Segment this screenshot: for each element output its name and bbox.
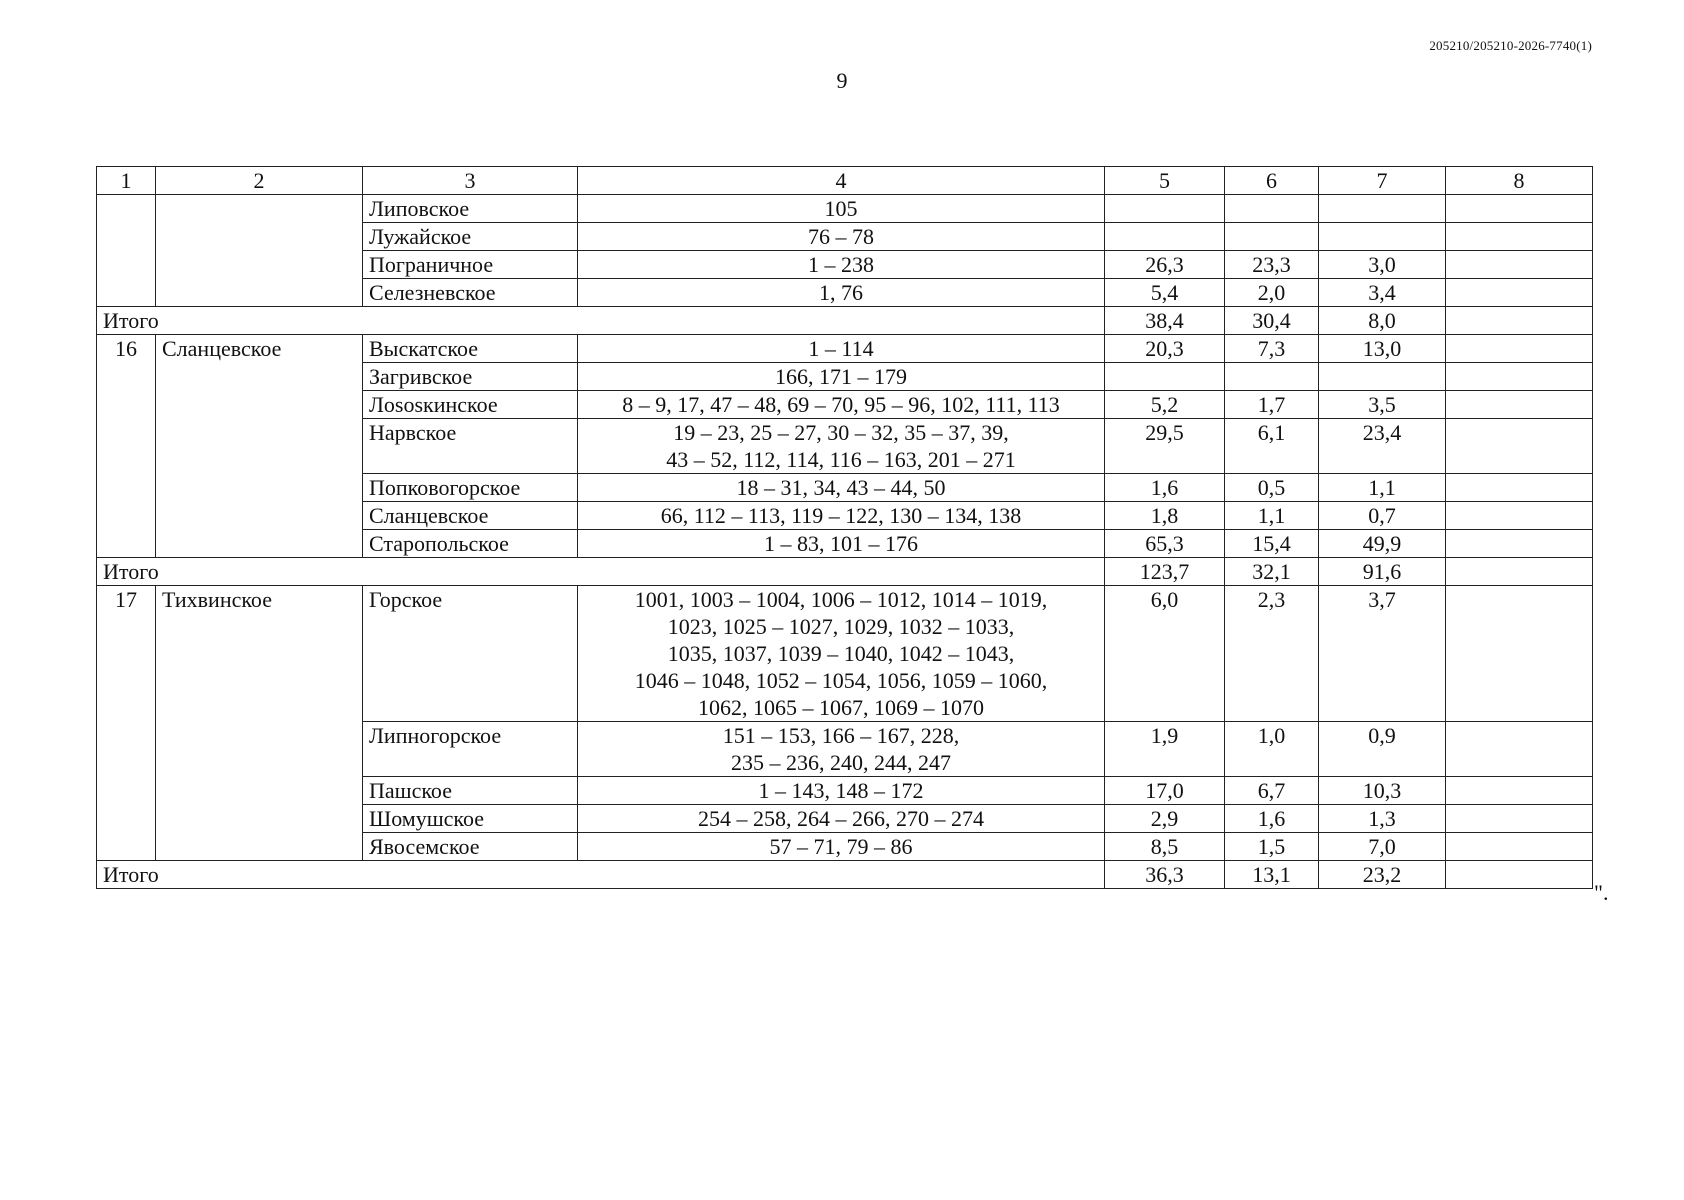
value-cell-c6: 1,5 <box>1225 833 1319 861</box>
value-cell-c5: 29,5 <box>1105 419 1225 474</box>
plots-line: 1 – 143, 148 – 172 <box>758 778 924 803</box>
plots-cell <box>578 586 1105 722</box>
value-cell-c6: 7,3 <box>1225 335 1319 363</box>
plots-line: 43 – 52, 112, 114, 116 – 163, 201 – 271 <box>666 447 1016 472</box>
settlement-cell: Выскатское <box>363 335 578 363</box>
value-cell-c6: 1,6 <box>1225 805 1319 833</box>
value-cell-c5: 8,5 <box>1105 833 1225 861</box>
plots-cell <box>578 530 1105 558</box>
plots-line: 235 – 236, 240, 244, 247 <box>731 750 951 775</box>
column-header-2: 2 <box>156 167 363 195</box>
value-cell-c7: 0,7 <box>1319 502 1446 530</box>
district-cell: Сланцевское <box>156 335 363 558</box>
plots-line: 1062, 1065 – 1067, 1069 – 1070 <box>698 695 984 720</box>
page-number: 9 <box>836 68 848 93</box>
total-value-c6: 32,1 <box>1225 558 1319 586</box>
total-value-c5: 123,7 <box>1105 558 1225 586</box>
data-table <box>96 166 1593 889</box>
value-cell-c7: 0,9 <box>1319 722 1446 777</box>
value-cell-c7 <box>1319 195 1446 223</box>
settlement-cell: Пограничное <box>363 251 578 279</box>
value-cell-c7: 10,3 <box>1319 777 1446 805</box>
total-row <box>97 558 1593 586</box>
district-cell: Тихвинское <box>156 586 363 861</box>
plots-line: 1046 – 1048, 1052 – 1054, 1056, 1059 – 1060, <box>634 668 1048 693</box>
total-value-c7: 23,2 <box>1319 861 1446 889</box>
plots-line: 254 – 258, 264 – 266, 270 – 274 <box>698 806 984 831</box>
plots-cell <box>578 722 1105 777</box>
value-cell-c5 <box>1105 223 1225 251</box>
column-header-5: 5 <box>1105 167 1225 195</box>
value-cell-c5: 5,4 <box>1105 279 1225 307</box>
total-value-c6: 30,4 <box>1225 307 1319 335</box>
plots-cell <box>578 805 1105 833</box>
total-value-c5: 38,4 <box>1105 307 1225 335</box>
value-cell-c5 <box>1105 195 1225 223</box>
total-value-c6: 13,1 <box>1225 861 1319 889</box>
value-cell-c7: 3,5 <box>1319 391 1446 419</box>
plots-cell <box>578 251 1105 279</box>
plots-line: 1023, 1025 – 1027, 1029, 1032 – 1033, <box>667 614 1015 639</box>
settlement-cell: Старопольское <box>363 530 578 558</box>
value-cell-c5: 1,8 <box>1105 502 1225 530</box>
value-cell-c8 <box>1446 586 1593 722</box>
settlement-cell: Лososкинское <box>363 391 578 419</box>
plots-line: 1035, 1037, 1039 – 1040, 1042 – 1043, <box>667 641 1015 666</box>
value-cell-c6 <box>1225 363 1319 391</box>
value-cell-c8 <box>1446 279 1593 307</box>
plots-cell <box>578 223 1105 251</box>
value-cell-c5 <box>1105 363 1225 391</box>
value-cell-c6: 6,1 <box>1225 419 1319 474</box>
value-cell-c6: 1,7 <box>1225 391 1319 419</box>
plots-cell <box>578 363 1105 391</box>
total-label-cell: Итого <box>97 558 1105 586</box>
value-cell-c8 <box>1446 223 1593 251</box>
value-cell-c7: 23,4 <box>1319 419 1446 474</box>
plots-cell <box>578 502 1105 530</box>
value-cell-c5: 5,2 <box>1105 391 1225 419</box>
value-cell-c7: 3,0 <box>1319 251 1446 279</box>
table-row <box>97 586 1593 722</box>
plots-line: 166, 171 – 179 <box>775 364 907 389</box>
plots-cell <box>578 833 1105 861</box>
plots-line: 19 – 23, 25 – 27, 30 – 32, 35 – 37, 39, <box>673 420 1009 445</box>
value-cell-c7 <box>1319 363 1446 391</box>
plots-line: 151 – 153, 166 – 167, 228, <box>722 723 960 748</box>
column-header-1: 1 <box>97 167 156 195</box>
plots-cell <box>578 391 1105 419</box>
row-number-cell <box>97 195 156 307</box>
settlement-cell: Шомушское <box>363 805 578 833</box>
value-cell-c7: 3,4 <box>1319 279 1446 307</box>
value-cell-c6: 0,5 <box>1225 474 1319 502</box>
value-cell-c5: 6,0 <box>1105 586 1225 722</box>
district-cell <box>156 195 363 307</box>
plots-cell <box>578 279 1105 307</box>
total-label-cell: Итого <box>97 861 1105 889</box>
total-value-c7: 8,0 <box>1319 307 1446 335</box>
plots-line: 105 <box>824 196 858 221</box>
settlement-cell: Лужайское <box>363 223 578 251</box>
value-cell-c7: 1,1 <box>1319 474 1446 502</box>
plots-cell <box>578 195 1105 223</box>
settlement-cell: Сланцевское <box>363 502 578 530</box>
value-cell-c7: 7,0 <box>1319 833 1446 861</box>
value-cell-c8 <box>1446 805 1593 833</box>
plots-line: 66, 112 – 113, 119 – 122, 130 – 134, 138 <box>660 503 1022 528</box>
total-value-c7: 91,6 <box>1319 558 1446 586</box>
value-cell-c8 <box>1446 419 1593 474</box>
plots-line: 8 – 9, 17, 47 – 48, 69 – 70, 95 – 96, 102, 111, 113 <box>622 392 1060 417</box>
plots-line: 18 – 31, 34, 43 – 44, 50 <box>736 475 946 500</box>
closing-quote: ". <box>1594 880 1609 905</box>
value-cell-c6: 15,4 <box>1225 530 1319 558</box>
plots-cell <box>578 474 1105 502</box>
column-header-3: 3 <box>363 167 578 195</box>
total-row <box>97 307 1593 335</box>
value-cell-c8 <box>1446 530 1593 558</box>
plots-line: 1, 76 <box>819 280 863 305</box>
plots-line: 1 – 83, 101 – 176 <box>764 531 918 556</box>
value-cell-c6: 1,0 <box>1225 722 1319 777</box>
value-cell-c6: 23,3 <box>1225 251 1319 279</box>
row-number-cell: 16 <box>97 335 156 558</box>
plots-cell <box>578 419 1105 474</box>
value-cell-c6: 1,1 <box>1225 502 1319 530</box>
settlement-cell: Липовское <box>363 195 578 223</box>
plots-line: 57 – 71, 79 – 86 <box>769 834 913 859</box>
table-row <box>97 195 1593 223</box>
value-cell-c5: 1,6 <box>1105 474 1225 502</box>
total-value-c8 <box>1446 558 1593 586</box>
settlement-cell: Липногорское <box>363 722 578 777</box>
value-cell-c8 <box>1446 335 1593 363</box>
row-number-cell: 17 <box>97 586 156 861</box>
value-cell-c8 <box>1446 363 1593 391</box>
column-header-8: 8 <box>1446 167 1593 195</box>
plots-line: 1 – 238 <box>808 252 874 277</box>
settlement-cell: Нарвское <box>363 419 578 474</box>
value-cell-c6 <box>1225 195 1319 223</box>
value-cell-c8 <box>1446 251 1593 279</box>
table-row <box>97 335 1593 363</box>
total-value-c8 <box>1446 307 1593 335</box>
value-cell-c6: 6,7 <box>1225 777 1319 805</box>
value-cell-c7: 49,9 <box>1319 530 1446 558</box>
settlement-cell: Пашское <box>363 777 578 805</box>
column-header-6: 6 <box>1225 167 1319 195</box>
value-cell-c7: 3,7 <box>1319 586 1446 722</box>
value-cell-c5: 20,3 <box>1105 335 1225 363</box>
value-cell-c7 <box>1319 223 1446 251</box>
plots-cell <box>578 335 1105 363</box>
plots-line: 76 – 78 <box>808 224 874 249</box>
document-id: 205210/205210-2026-7740(1) <box>1429 38 1592 53</box>
value-cell-c6: 2,3 <box>1225 586 1319 722</box>
plots-cell <box>578 777 1105 805</box>
value-cell-c5: 17,0 <box>1105 777 1225 805</box>
value-cell-c8 <box>1446 195 1593 223</box>
column-header-7: 7 <box>1319 167 1446 195</box>
value-cell-c6 <box>1225 223 1319 251</box>
total-value-c5: 36,3 <box>1105 861 1225 889</box>
value-cell-c8 <box>1446 474 1593 502</box>
value-cell-c7: 13,0 <box>1319 335 1446 363</box>
settlement-cell: Горское <box>363 586 578 722</box>
value-cell-c8 <box>1446 502 1593 530</box>
value-cell-c7: 1,3 <box>1319 805 1446 833</box>
plots-line: 1001, 1003 – 1004, 1006 – 1012, 1014 – 1019, <box>634 587 1048 612</box>
total-row <box>97 861 1593 889</box>
settlement-cell: Попковогорское <box>363 474 578 502</box>
plots-line: 1 – 114 <box>808 336 874 361</box>
value-cell-c8 <box>1446 722 1593 777</box>
value-cell-c5: 65,3 <box>1105 530 1225 558</box>
value-cell-c8 <box>1446 777 1593 805</box>
value-cell-c5: 2,9 <box>1105 805 1225 833</box>
value-cell-c8 <box>1446 391 1593 419</box>
settlement-cell: Явосемское <box>363 833 578 861</box>
total-value-c8 <box>1446 861 1593 889</box>
total-label-cell: Итого <box>97 307 1105 335</box>
settlement-cell: Селезневское <box>363 279 578 307</box>
value-cell-c8 <box>1446 833 1593 861</box>
value-cell-c5: 1,9 <box>1105 722 1225 777</box>
column-header-4: 4 <box>578 167 1105 195</box>
value-cell-c5: 26,3 <box>1105 251 1225 279</box>
column-header-row <box>97 167 1593 195</box>
settlement-cell: Загривское <box>363 363 578 391</box>
value-cell-c6: 2,0 <box>1225 279 1319 307</box>
